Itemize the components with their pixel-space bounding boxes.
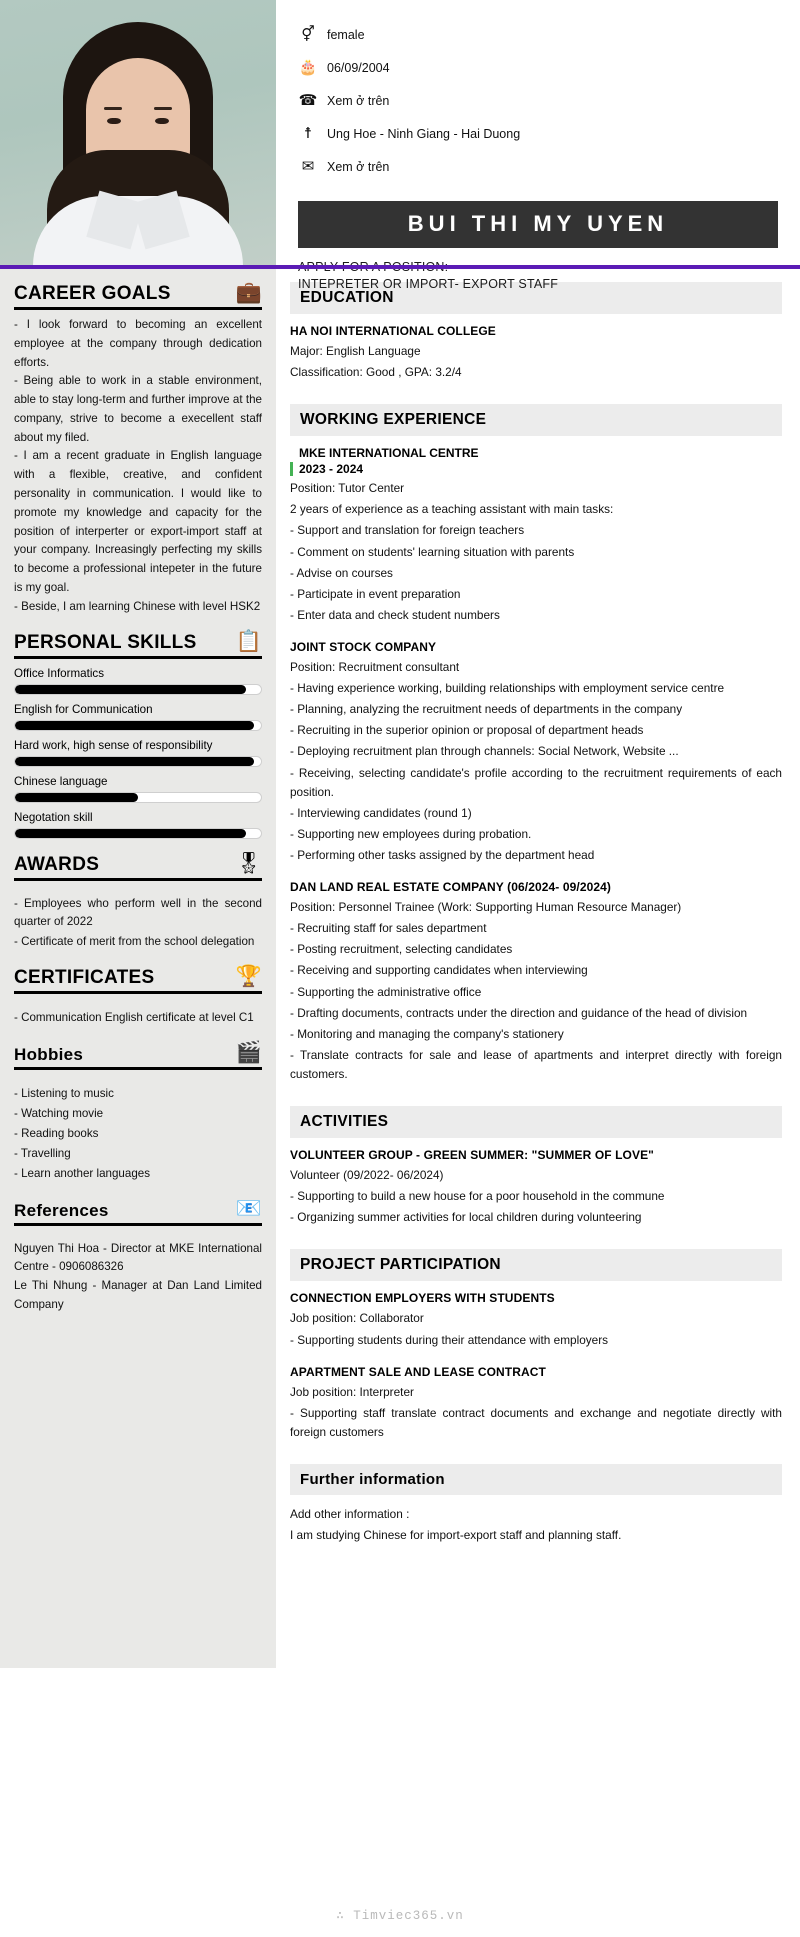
skill-bar-fill	[15, 757, 254, 766]
award-item: - Employees who perform well in the second quarter of 2022	[14, 896, 262, 929]
project-entry	[290, 1365, 782, 1442]
job-accent-bar	[290, 462, 293, 476]
career-goals-p2: - Being able to work in a stable environment, able to stay long-term and further improve at the company, strive to become a execellent staff about my filed.	[14, 374, 262, 444]
job-bullet: - Recruiting in the superior opinion or proposal of department heads	[290, 723, 644, 738]
personal-skills-title: PERSONAL SKILLS	[14, 631, 197, 653]
hobby-item: - Watching movie	[14, 1106, 104, 1120]
job-bullet: - Monitoring and managing the company's stationery	[290, 1026, 564, 1041]
skill-bar-fill	[15, 793, 138, 802]
activity-bullet: - Organizing summer activities for local children during volunteering	[290, 1210, 642, 1225]
hobbies-icon: 🎬	[235, 1040, 262, 1064]
job-intro: 2 years of experience as a teaching assistant with main tasks:	[290, 502, 614, 517]
section-project-participation-title: PROJECT PARTICIPATION	[290, 1249, 782, 1281]
skill-bar-track	[14, 720, 262, 731]
skill-label: Office Informatics	[14, 666, 104, 680]
education-major: Major: English Language	[290, 344, 421, 358]
skill-item	[14, 667, 262, 695]
certificate-item: - Communication English certificate at level C1	[14, 1011, 254, 1024]
education-classification: Classification: Good , GPA: 3.2/4	[290, 365, 462, 380]
phone-icon: ☎	[298, 92, 318, 109]
activity-name: VOLUNTEER GROUP - GREEN SUMMER: "SUMMER OF LOVE"	[290, 1148, 654, 1163]
job-bullet: - Receiving and supporting candidates when interviewing	[290, 963, 588, 978]
section-awards-header	[14, 853, 262, 881]
job-bullet: - Performing other tasks assigned by the department head	[290, 847, 595, 862]
skills-clipboard-icon: 📋	[235, 629, 262, 653]
project-bullet: - Supporting staff translate contract documents and exchange and negotiate directly with foreign customers	[290, 1405, 782, 1439]
skill-bar-track	[14, 792, 262, 803]
section-working-experience-title: WORKING EXPERIENCE	[290, 404, 782, 436]
reference-item: Nguyen Thi Hoa - Director at MKE International Centre - 0906086326	[14, 1241, 262, 1274]
section-further-information-title: Further information	[290, 1464, 782, 1495]
references-title: References	[14, 1200, 109, 1220]
project-bullet: - Supporting students during their attendance with employers	[290, 1332, 609, 1347]
skill-bar-fill	[15, 829, 246, 838]
further-info-line: I am studying Chinese for import-export staff and planning staff.	[290, 1528, 622, 1543]
job-bullet: - Support and translation for foreign teachers	[290, 523, 525, 538]
contact-gender	[298, 22, 800, 47]
skill-bar-track	[14, 756, 262, 767]
certificates-title: CERTIFICATES	[14, 967, 155, 988]
skill-bar-fill	[15, 685, 246, 694]
activity-role: Volunteer (09/2022- 06/2024)	[290, 1168, 444, 1183]
job-bullet: - Recruiting staff for sales department	[290, 921, 487, 936]
job-bullet: - Drafting documents, contracts under the direction and guidance of the head of division	[290, 1005, 748, 1020]
job-bullet: - Interviewing candidates (round 1)	[290, 805, 472, 820]
activity-bullet: - Supporting to build a new house for a poor household in the commune	[290, 1189, 665, 1204]
award-item: - Certificate of merit from the school delegation	[14, 935, 255, 949]
job-bullet: - Deploying recruitment plan through channels: Social Network, Website ...	[290, 744, 679, 759]
job-company: DAN LAND REAL ESTATE COMPANY (06/2024- 09/2024)	[290, 880, 612, 895]
cv-header	[0, 0, 800, 291]
skill-bar-track	[14, 828, 262, 839]
hobby-item: - Travelling	[14, 1146, 71, 1160]
site-watermark: ∴ Timviec365.vn	[336, 1909, 464, 1923]
job-entry	[290, 446, 782, 625]
career-goals-p1: - I look forward to becoming an excellent employee at the company through dedication efforts.	[14, 318, 262, 369]
job-company: JOINT STOCK COMPANY	[290, 639, 437, 654]
job-bullet: - Planning, analyzing the recruitment needs of departments in the company	[290, 702, 683, 717]
skill-item	[14, 775, 262, 803]
portrait-illustration	[0, 0, 276, 268]
job-bullet: - Posting recruitment, selecting candidates	[290, 942, 513, 957]
job-date: 2023 - 2024	[299, 462, 364, 477]
contact-address	[298, 121, 800, 146]
section-hobbies-header	[14, 1042, 262, 1070]
project-name: CONNECTION EMPLOYERS WITH STUDENTS	[290, 1291, 555, 1306]
section-references-header	[14, 1198, 262, 1226]
contact-email-text: Xem ở trên	[327, 159, 390, 174]
section-certificates-header	[14, 966, 262, 994]
contact-birthday	[298, 55, 800, 80]
skill-bar-track	[14, 684, 262, 695]
header-divider	[0, 265, 800, 269]
skill-label: Chinese language	[14, 774, 108, 788]
apply-position: INTEPRETER OR IMPORT- EXPORT STAFF	[298, 277, 559, 291]
awards-title: AWARDS	[14, 853, 100, 875]
job-bullet: - Comment on students' learning situation with parents	[290, 544, 575, 559]
references-contact-icon: 📧	[235, 1196, 262, 1220]
job-entry	[290, 880, 782, 1084]
gender-icon: ⚥	[301, 26, 315, 43]
skill-item	[14, 703, 262, 731]
hobby-item: - Reading books	[14, 1126, 99, 1140]
job-bullet: - Translate contracts for sale and lease of apartments and interpret directly with foreign customers.	[290, 1047, 782, 1081]
job-bullet: - Advise on courses	[290, 565, 393, 580]
hobbies-title: Hobbies	[14, 1044, 84, 1064]
career-goals-p4: - Beside, I am learning Chinese with level HSK2	[14, 599, 261, 613]
contact-gender-text: female	[327, 27, 365, 42]
skill-item	[14, 739, 262, 767]
project-position: Job position: Collaborator	[290, 1311, 424, 1326]
sidebar	[0, 268, 276, 1668]
job-bullet: - Supporting new employees during probation.	[290, 826, 532, 841]
contact-birthday-text: 06/09/2004	[327, 60, 390, 75]
job-bullet: - Enter data and check student numbers	[290, 607, 500, 622]
hobby-item: - Listening to music	[14, 1086, 114, 1100]
skill-label: Negotation skill	[14, 810, 93, 824]
project-entry	[290, 1291, 782, 1349]
contact-phone	[298, 88, 800, 113]
project-position: Job position: Interpreter	[290, 1384, 414, 1399]
further-info-line: Add other information :	[290, 1506, 410, 1521]
location-signpost-icon: ☨	[303, 125, 313, 142]
certificate-trophy-icon: 🏆	[235, 965, 262, 988]
job-position: Position: Tutor Center	[290, 481, 405, 496]
awards-medal-icon: 🎖	[235, 851, 262, 875]
email-envelope-icon: ✉	[301, 158, 315, 175]
contact-email	[298, 154, 800, 179]
contact-phone-text: Xem ở trên	[327, 93, 390, 108]
career-goals-title: CAREER GOALS	[14, 283, 171, 304]
job-entry	[290, 640, 782, 865]
job-company: MKE INTERNATIONAL CENTRE	[299, 446, 479, 461]
section-education-title: EDUCATION	[290, 282, 782, 314]
skill-bar-fill	[15, 721, 254, 730]
project-name: APARTMENT SALE AND LEASE CONTRACT	[290, 1364, 546, 1379]
skill-item	[14, 811, 262, 839]
job-bullet: - Having experience working, building relationships with employment service centre	[290, 681, 725, 696]
education-school: HA NOI INTERNATIONAL COLLEGE	[290, 324, 496, 338]
candidate-name: BUI THI MY UYEN	[298, 201, 778, 248]
job-bullet: - Supporting the administrative office	[290, 984, 482, 999]
contact-block	[276, 0, 800, 291]
job-position: Position: Personnel Trainee (Work: Supporting Human Resource Manager)	[290, 900, 682, 915]
reference-item: Le Thi Nhung - Manager at Dan Land Limited Company	[14, 1279, 262, 1311]
section-activities-title: ACTIVITIES	[290, 1106, 782, 1138]
main-content	[276, 268, 800, 1557]
birthday-cake-icon: 🎂	[298, 59, 318, 76]
job-bullet: - Receiving, selecting candidate's profile according to the recruitment requirements of each position.	[290, 765, 782, 799]
job-bullet: - Participate in event preparation	[290, 586, 461, 601]
skill-label: Hard work, high sense of responsibility	[14, 738, 213, 752]
section-personal-skills-header	[14, 631, 262, 659]
career-person-icon: 💼	[235, 281, 262, 304]
job-position: Position: Recruitment consultant	[290, 659, 460, 674]
hobby-item: - Learn another languages	[14, 1166, 151, 1180]
contact-address-text: Ung Hoe - Ninh Giang - Hai Duong	[327, 126, 521, 141]
section-career-goals-header	[14, 282, 262, 310]
profile-photo	[0, 0, 276, 268]
skill-label: English for Communication	[14, 702, 153, 716]
career-goals-p3: - I am a recent graduate in English language with a flexible, creative, and confident personality in communication. I would like to promote my knowledge and capacity for the position of interperter or export-import staff at your company. Increasingly perfecting my skills to become a professional intepeter in the future is my goal.	[14, 449, 262, 594]
